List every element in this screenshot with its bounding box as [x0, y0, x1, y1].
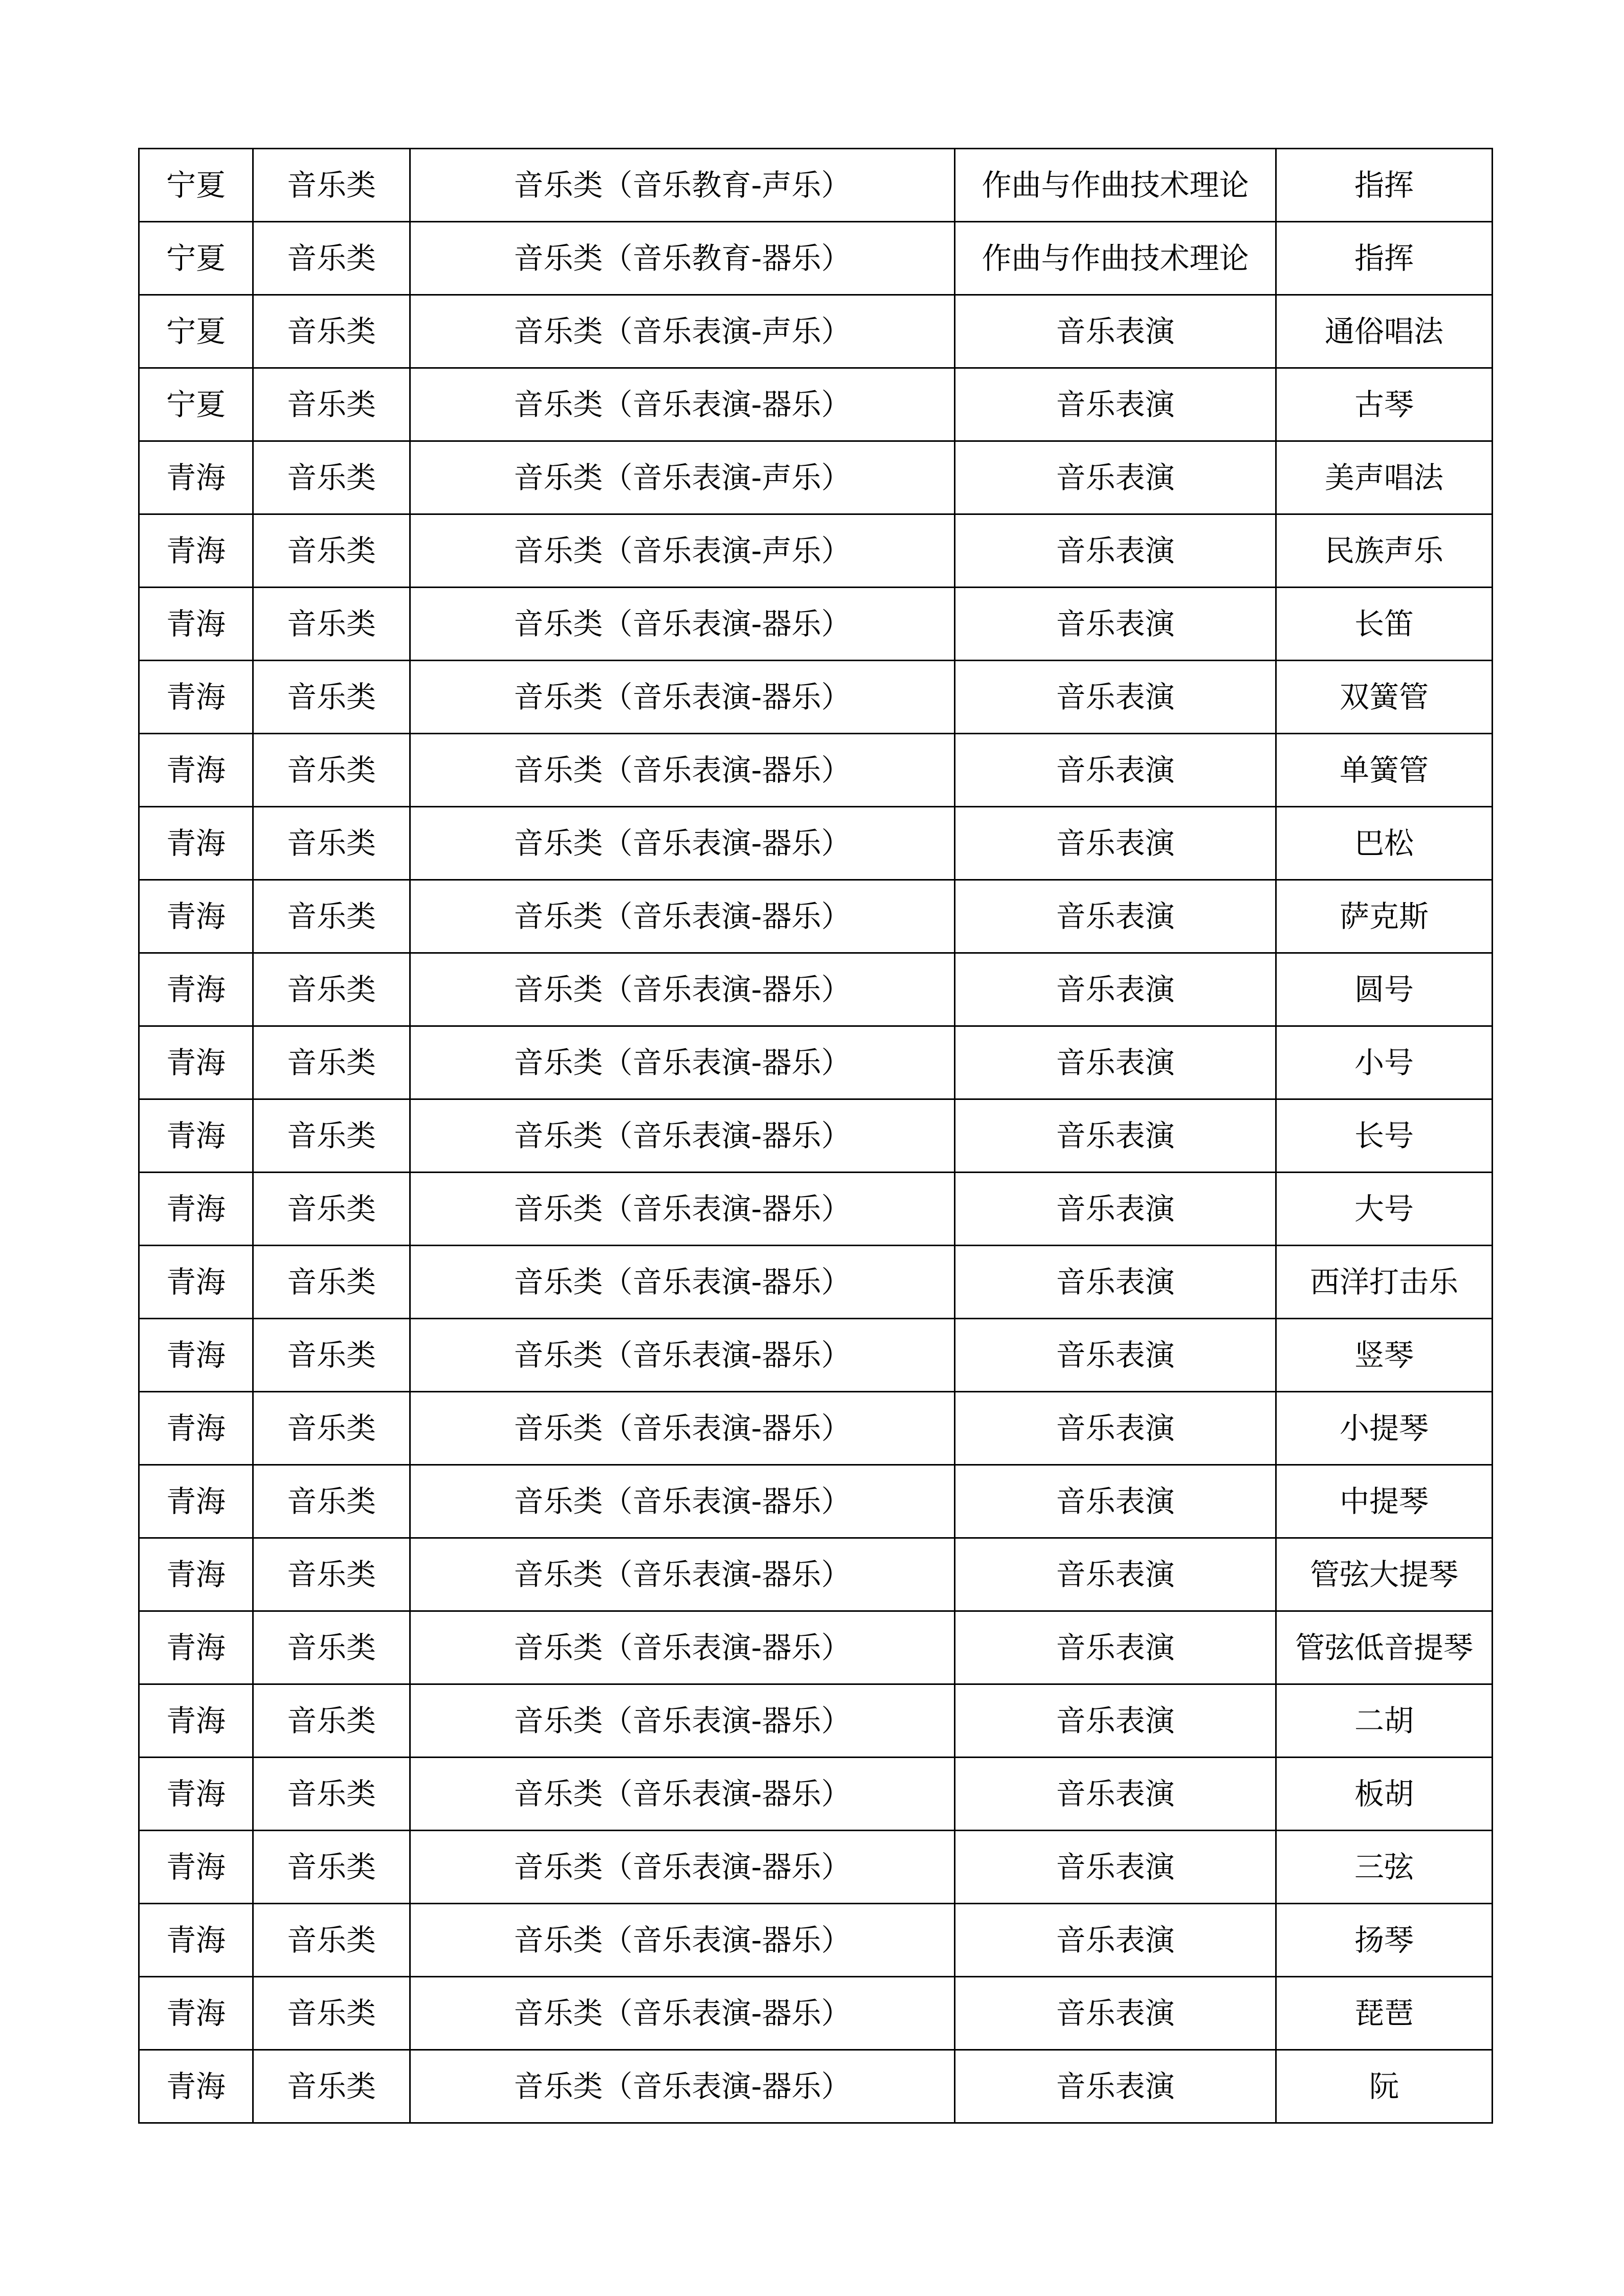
table-row [139, 1246, 1493, 1319]
category-cell: 音乐类 [253, 1173, 410, 1246]
exam-type-cell: 音乐类（音乐教育-器乐） [410, 222, 955, 295]
table-row [139, 953, 1493, 1026]
direction-cell: 琵琶 [1276, 1977, 1493, 2050]
direction-cell: 三弦 [1276, 1831, 1493, 1904]
major-cell: 音乐表演 [955, 807, 1276, 880]
table-row [139, 1831, 1493, 1904]
province-cell: 青海 [139, 1099, 253, 1173]
exam-type-cell: 音乐类（音乐表演-声乐） [410, 295, 955, 368]
category-cell: 音乐类 [253, 2050, 410, 2123]
province-cell: 青海 [139, 2050, 253, 2123]
direction-cell: 小号 [1276, 1026, 1493, 1099]
province-cell: 青海 [139, 1758, 253, 1831]
province-cell: 青海 [139, 1026, 253, 1099]
major-cell: 音乐表演 [955, 1831, 1276, 1904]
major-cell: 音乐表演 [955, 514, 1276, 588]
direction-cell: 竖琴 [1276, 1319, 1493, 1392]
direction-cell: 二胡 [1276, 1684, 1493, 1758]
category-cell: 音乐类 [253, 1611, 410, 1684]
table-row [139, 661, 1493, 734]
province-cell: 青海 [139, 1684, 253, 1758]
direction-cell: 长笛 [1276, 588, 1493, 661]
category-cell: 音乐类 [253, 1831, 410, 1904]
table-row [139, 1758, 1493, 1831]
major-cell: 作曲与作曲技术理论 [955, 149, 1276, 222]
direction-cell: 指挥 [1276, 222, 1493, 295]
category-cell: 音乐类 [253, 1246, 410, 1319]
table-row [139, 222, 1493, 295]
category-cell: 音乐类 [253, 1684, 410, 1758]
category-cell: 音乐类 [253, 807, 410, 880]
province-cell: 宁夏 [139, 295, 253, 368]
province-cell: 青海 [139, 441, 253, 514]
exam-type-cell: 音乐类（音乐表演-器乐） [410, 1246, 955, 1319]
table-row [139, 1904, 1493, 1977]
direction-cell: 圆号 [1276, 953, 1493, 1026]
province-cell: 青海 [139, 1904, 253, 1977]
direction-cell: 阮 [1276, 2050, 1493, 2123]
province-cell: 青海 [139, 1611, 253, 1684]
table-row [139, 1684, 1493, 1758]
table-row [139, 295, 1493, 368]
province-cell: 青海 [139, 1246, 253, 1319]
province-cell: 宁夏 [139, 222, 253, 295]
table-row [139, 514, 1493, 588]
table-row [139, 1026, 1493, 1099]
province-cell: 青海 [139, 1173, 253, 1246]
exam-type-cell: 音乐类（音乐表演-器乐） [410, 1758, 955, 1831]
table-row [139, 1465, 1493, 1538]
direction-cell: 管弦大提琴 [1276, 1538, 1493, 1611]
category-cell: 音乐类 [253, 295, 410, 368]
table-row [139, 1099, 1493, 1173]
table-row [139, 368, 1493, 441]
category-cell: 音乐类 [253, 1392, 410, 1465]
province-cell: 青海 [139, 734, 253, 807]
exam-type-cell: 音乐类（音乐表演-器乐） [410, 1611, 955, 1684]
major-cell: 音乐表演 [955, 1392, 1276, 1465]
exam-type-cell: 音乐类（音乐表演-器乐） [410, 1465, 955, 1538]
exam-type-cell: 音乐类（音乐表演-器乐） [410, 1538, 955, 1611]
table-row [139, 1611, 1493, 1684]
category-cell: 音乐类 [253, 1465, 410, 1538]
direction-cell: 巴松 [1276, 807, 1493, 880]
province-cell: 青海 [139, 588, 253, 661]
province-cell: 青海 [139, 1465, 253, 1538]
table-row [139, 441, 1493, 514]
major-cell: 音乐表演 [955, 1684, 1276, 1758]
exam-type-cell: 音乐类（音乐表演-器乐） [410, 1904, 955, 1977]
direction-cell: 扬琴 [1276, 1904, 1493, 1977]
table-row [139, 1319, 1493, 1392]
major-cell: 音乐表演 [955, 588, 1276, 661]
province-cell: 宁夏 [139, 149, 253, 222]
exam-type-cell: 音乐类（音乐表演-声乐） [410, 514, 955, 588]
category-cell: 音乐类 [253, 734, 410, 807]
province-cell: 宁夏 [139, 368, 253, 441]
category-cell: 音乐类 [253, 441, 410, 514]
major-cell: 作曲与作曲技术理论 [955, 222, 1276, 295]
province-cell: 青海 [139, 953, 253, 1026]
table-row [139, 1392, 1493, 1465]
exam-type-cell: 音乐类（音乐表演-器乐） [410, 1977, 955, 2050]
direction-cell: 通俗唱法 [1276, 295, 1493, 368]
direction-cell: 管弦低音提琴 [1276, 1611, 1493, 1684]
table-row [139, 1173, 1493, 1246]
direction-cell: 指挥 [1276, 149, 1493, 222]
major-cell: 音乐表演 [955, 1758, 1276, 1831]
exam-type-cell: 音乐类（音乐表演-器乐） [410, 953, 955, 1026]
major-cell: 音乐表演 [955, 1538, 1276, 1611]
direction-cell: 单簧管 [1276, 734, 1493, 807]
admissions-table [138, 148, 1493, 2124]
exam-type-cell: 音乐类（音乐教育-声乐） [410, 149, 955, 222]
major-cell: 音乐表演 [955, 1977, 1276, 2050]
major-cell: 音乐表演 [955, 368, 1276, 441]
direction-cell: 美声唱法 [1276, 441, 1493, 514]
province-cell: 青海 [139, 1392, 253, 1465]
major-cell: 音乐表演 [955, 441, 1276, 514]
category-cell: 音乐类 [253, 149, 410, 222]
major-cell: 音乐表演 [955, 734, 1276, 807]
major-cell: 音乐表演 [955, 1611, 1276, 1684]
exam-type-cell: 音乐类（音乐表演-器乐） [410, 1319, 955, 1392]
direction-cell: 板胡 [1276, 1758, 1493, 1831]
direction-cell: 双簧管 [1276, 661, 1493, 734]
major-cell: 音乐表演 [955, 2050, 1276, 2123]
category-cell: 音乐类 [253, 1099, 410, 1173]
direction-cell: 长号 [1276, 1099, 1493, 1173]
major-cell: 音乐表演 [955, 880, 1276, 953]
province-cell: 青海 [139, 807, 253, 880]
exam-type-cell: 音乐类（音乐表演-器乐） [410, 368, 955, 441]
category-cell: 音乐类 [253, 661, 410, 734]
direction-cell: 大号 [1276, 1173, 1493, 1246]
direction-cell: 小提琴 [1276, 1392, 1493, 1465]
province-cell: 青海 [139, 880, 253, 953]
province-cell: 青海 [139, 1319, 253, 1392]
category-cell: 音乐类 [253, 1904, 410, 1977]
direction-cell: 古琴 [1276, 368, 1493, 441]
exam-type-cell: 音乐类（音乐表演-器乐） [410, 1831, 955, 1904]
province-cell: 青海 [139, 1831, 253, 1904]
category-cell: 音乐类 [253, 1538, 410, 1611]
direction-cell: 民族声乐 [1276, 514, 1493, 588]
exam-type-cell: 音乐类（音乐表演-器乐） [410, 1026, 955, 1099]
table-row [139, 1538, 1493, 1611]
category-cell: 音乐类 [253, 1319, 410, 1392]
exam-type-cell: 音乐类（音乐表演-器乐） [410, 1099, 955, 1173]
category-cell: 音乐类 [253, 953, 410, 1026]
exam-type-cell: 音乐类（音乐表演-器乐） [410, 1684, 955, 1758]
exam-type-cell: 音乐类（音乐表演-器乐） [410, 588, 955, 661]
direction-cell: 萨克斯 [1276, 880, 1493, 953]
table-row [139, 880, 1493, 953]
exam-type-cell: 音乐类（音乐表演-器乐） [410, 2050, 955, 2123]
exam-type-cell: 音乐类（音乐表演-器乐） [410, 661, 955, 734]
exam-type-cell: 音乐类（音乐表演-器乐） [410, 807, 955, 880]
major-cell: 音乐表演 [955, 1465, 1276, 1538]
table-row [139, 734, 1493, 807]
direction-cell: 西洋打击乐 [1276, 1246, 1493, 1319]
major-cell: 音乐表演 [955, 1173, 1276, 1246]
table-row [139, 149, 1493, 222]
province-cell: 青海 [139, 514, 253, 588]
exam-type-cell: 音乐类（音乐表演-声乐） [410, 441, 955, 514]
category-cell: 音乐类 [253, 222, 410, 295]
category-cell: 音乐类 [253, 514, 410, 588]
major-cell: 音乐表演 [955, 1904, 1276, 1977]
province-cell: 青海 [139, 1977, 253, 2050]
category-cell: 音乐类 [253, 1026, 410, 1099]
table-row [139, 807, 1493, 880]
exam-type-cell: 音乐类（音乐表演-器乐） [410, 1392, 955, 1465]
direction-cell: 中提琴 [1276, 1465, 1493, 1538]
major-cell: 音乐表演 [955, 1319, 1276, 1392]
table-row [139, 2050, 1493, 2123]
table-body [139, 149, 1493, 2123]
table-row [139, 588, 1493, 661]
major-cell: 音乐表演 [955, 661, 1276, 734]
category-cell: 音乐类 [253, 368, 410, 441]
major-cell: 音乐表演 [955, 953, 1276, 1026]
category-cell: 音乐类 [253, 1977, 410, 2050]
major-cell: 音乐表演 [955, 295, 1276, 368]
table-row [139, 1977, 1493, 2050]
major-cell: 音乐表演 [955, 1026, 1276, 1099]
category-cell: 音乐类 [253, 588, 410, 661]
category-cell: 音乐类 [253, 880, 410, 953]
major-cell: 音乐表演 [955, 1246, 1276, 1319]
exam-type-cell: 音乐类（音乐表演-器乐） [410, 880, 955, 953]
category-cell: 音乐类 [253, 1758, 410, 1831]
province-cell: 青海 [139, 661, 253, 734]
province-cell: 青海 [139, 1538, 253, 1611]
exam-type-cell: 音乐类（音乐表演-器乐） [410, 734, 955, 807]
major-cell: 音乐表演 [955, 1099, 1276, 1173]
exam-type-cell: 音乐类（音乐表演-器乐） [410, 1173, 955, 1246]
